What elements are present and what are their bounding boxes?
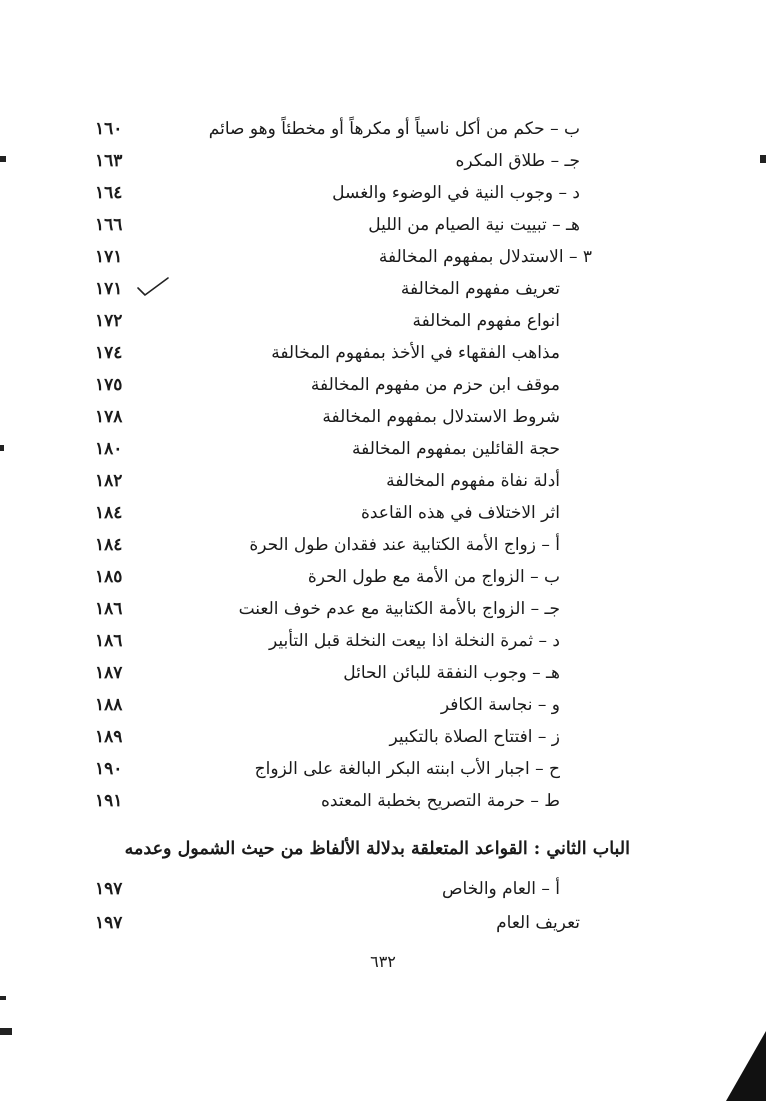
toc-section-heading: ٣ – الاستدلال بمفهوم المخالفة (378, 247, 592, 267)
toc-page-number: ١٦٠ (95, 119, 123, 139)
toc-entry-text: اثر الاختلاف في هذه القاعدة (360, 503, 560, 523)
toc-page-number: ١٨٠ (95, 439, 123, 459)
toc-entry-text: جـ – الزواج بالأمة الكتابية مع عدم خوف العنت (238, 599, 560, 619)
scan-mark (760, 155, 766, 163)
toc-page-number: ١٩٧ (95, 879, 123, 899)
toc-page-number: ١٨٦ (95, 599, 123, 619)
toc-row (80, 593, 580, 625)
scan-mark (0, 996, 6, 1000)
toc-row (80, 785, 580, 817)
toc-row (80, 337, 580, 369)
toc-page-number: ١٧١ (95, 247, 123, 267)
toc-entry-text: مذاهب الفقهاء في الأخذ بمفهوم المخالفة (271, 343, 560, 363)
toc-row (80, 873, 580, 905)
toc-entry-text: د – وجوب النية في الوضوء والغسل (332, 183, 580, 203)
toc-row (80, 907, 580, 939)
toc-page-number: ١٨٥ (95, 567, 123, 587)
toc-page-number: ١٨٤ (95, 535, 123, 555)
toc-entry-text: هـ – تبييت نية الصيام من الليل (368, 215, 580, 235)
toc-entry-text: د – ثمرة النخلة اذا بيعت النخلة قبل التأبير (268, 631, 560, 651)
toc-row (80, 209, 580, 241)
toc-entry-text: تعريف مفهوم المخالفة (400, 279, 560, 299)
toc-page-number: ١٦٣ (95, 151, 123, 171)
toc-row (80, 113, 580, 145)
toc-row (80, 145, 580, 177)
toc-entry-text: حجة القائلين بمفهوم المخالفة (351, 439, 560, 459)
toc-entry-text: انواع مفهوم المخالفة (412, 311, 560, 331)
toc-entry-text: ح – اجبار الأب ابنته البكر البالغة على الزواج (254, 759, 560, 779)
toc-row (80, 305, 580, 337)
toc-row (80, 753, 580, 785)
toc-row (80, 497, 580, 529)
toc-page-number: ١٧٤ (95, 343, 123, 363)
toc-page-number: ١٨٢ (95, 471, 123, 491)
toc-entry-text: تعريف العام (496, 913, 580, 933)
toc-entry-text: ب – حكم من أكل ناسياً أو مكرهاً أو مخطئاً وهو صائم (208, 119, 580, 139)
toc-entry-text: أ – العام والخاص (441, 879, 560, 899)
page-number-footer: ٦٣٢ (370, 952, 396, 971)
toc-entry-text: جـ – طلاق المكره (455, 151, 580, 171)
scan-mark (0, 1028, 12, 1035)
chapter-heading: الباب الثاني : القواعد المتعلقة بدلالة الألفاظ من حيث الشمول وعدمه (124, 839, 630, 859)
handwritten-checkmark-icon (136, 276, 170, 298)
toc-page-number: ١٧٢ (95, 311, 123, 331)
toc-entry-text: ط – حرمة التصريح بخطبة المعتده (321, 791, 560, 811)
toc-page-number: ١٨٩ (95, 727, 123, 747)
toc-row (80, 369, 580, 401)
toc-row (80, 529, 580, 561)
toc-page-number: ١٨٤ (95, 503, 123, 523)
toc-row (80, 433, 580, 465)
toc-row (80, 721, 580, 753)
toc-entry-text: و – نجاسة الكافر (440, 695, 560, 715)
toc-row (80, 625, 580, 657)
toc-page-number: ١٦٤ (95, 183, 123, 203)
chapter-heading-row (90, 833, 630, 867)
toc-page-number: ١٧١ (95, 279, 123, 299)
toc-page-number: ١٨٧ (95, 663, 123, 683)
toc-row (80, 177, 580, 209)
toc-page-number: ١٨٦ (95, 631, 123, 651)
scan-corner-shadow (726, 1031, 766, 1101)
toc-row (80, 689, 580, 721)
toc-page-number: ١٩١ (95, 791, 123, 811)
toc-entry-text: أ – زواج الأمة الكتابية عند فقدان طول الحرة (249, 535, 560, 555)
toc-row (80, 561, 580, 593)
toc-page-number: ١٨٨ (95, 695, 123, 715)
toc-row (80, 401, 580, 433)
toc-row (80, 241, 592, 273)
toc-page-number: ١٧٨ (95, 407, 123, 427)
toc-entry-text: شروط الاستدلال بمفهوم المخالفة (322, 407, 560, 427)
toc-row (80, 657, 580, 689)
toc-row (80, 465, 580, 497)
toc-entry-text: أدلة نفاة مفهوم المخالفة (386, 471, 560, 491)
toc-page-number: ١٩٠ (95, 759, 123, 779)
toc-entry-text: هـ – وجوب النفقة للبائن الحائل (343, 663, 560, 683)
scan-mark (0, 445, 4, 451)
toc-page-number: ١٩٧ (95, 913, 123, 933)
toc-entry-text: ز – افتتاح الصلاة بالتكبير (389, 727, 560, 747)
toc-page-number: ١٦٦ (95, 215, 123, 235)
toc-page-number: ١٧٥ (95, 375, 123, 395)
scan-mark (0, 156, 6, 162)
toc-entry-text: موقف ابن حزم من مفهوم المخالفة (310, 375, 560, 395)
toc-entry-text: ب – الزواج من الأمة مع طول الحرة (307, 567, 560, 587)
